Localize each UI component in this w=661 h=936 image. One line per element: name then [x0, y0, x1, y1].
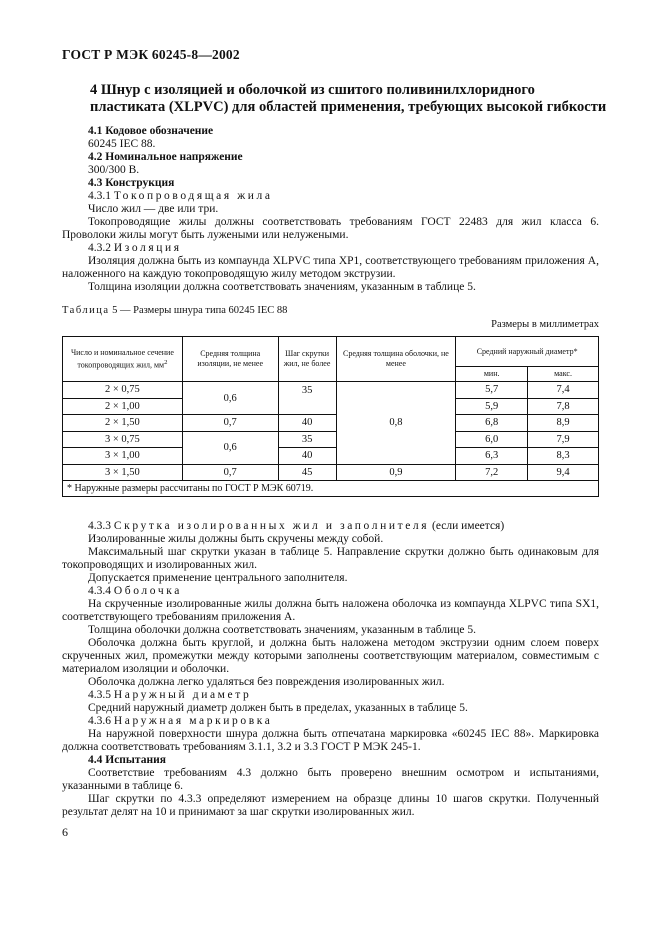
cell-max: 7,4 — [528, 382, 599, 399]
cell-insulation: 0,6 — [182, 431, 278, 464]
dimensions-table — [62, 336, 599, 497]
tests-paragraph-1: Соответствие требованиям 4.3 должно быть проверено внешним осмотром и испытаниями, указанными в таблице 6. — [62, 767, 599, 792]
clause-number: 4.3.5 — [88, 689, 111, 701]
heading-4-3-4 — [88, 585, 182, 598]
cell-max: 9,4 — [528, 464, 599, 481]
section-title-line-1: 4 Шнур с изоляцией и оболочкой из сшитого поливинилхлоридного — [90, 82, 535, 98]
clause-number: 4.3.3 — [88, 520, 111, 532]
heading-4-2: 4.2 Номинальное напряжение — [88, 151, 243, 163]
header-max: макс. — [528, 367, 599, 382]
diameter-paragraph: Средний наружный диаметр должен быть в пределах, указанных в таблице 5. — [88, 702, 468, 714]
table-units-note: Размеры в миллиметрах — [491, 319, 599, 330]
heading-4-3-3 — [88, 520, 504, 533]
cell-cores: 3 × 1,50 — [63, 464, 183, 481]
cell-cores: 2 × 1,50 — [63, 415, 183, 432]
tests-paragraph-2: Шаг скрутки по 4.3.3 определяют измерением на образце длины 10 шагов скрутки. Полученный результат делят на 10 и принимают за шаг скрутки изолированных жил. — [62, 793, 599, 818]
heading-4-3-5 — [88, 689, 251, 702]
cell-insulation: 0,7 — [182, 415, 278, 432]
header-cores-superscript: 2 — [164, 358, 168, 366]
table-caption-text: 5 — Размеры шнура типа 60245 IEC 88 — [109, 305, 288, 316]
clause-number: 4.3.4 — [88, 585, 111, 597]
header-outer-diameter: Средний наружный диаметр* — [456, 337, 599, 367]
header-insulation: Средняя толщина изоляции, не менее — [182, 337, 278, 382]
cell-max: 8,9 — [528, 415, 599, 432]
table-footnote: * Наружные размеры рассчитаны по ГОСТ Р МЭК 60719. — [63, 481, 599, 497]
section-title — [90, 82, 610, 116]
clause-title: Токопроводящая жила — [113, 190, 273, 202]
cell-max: 7,8 — [528, 398, 599, 415]
clause-title: Наружный диаметр — [113, 689, 252, 701]
header-sheath: Средняя толщина оболочки, не менее — [336, 337, 456, 382]
cell-lay-length: 40 — [278, 415, 336, 432]
cell-insulation: 0,7 — [182, 464, 278, 481]
header-cores: Число и номинальное сечение токопроводящих жил, $мм^2$ — [63, 337, 183, 382]
heading-4-3-6 — [88, 715, 273, 728]
header-lay-length: Шаг скрутки жил, не более — [278, 337, 336, 382]
cell-insulation: 0,6 — [182, 382, 278, 415]
stranding-paragraph: Максимальный шаг скрутки указан в таблице 5. Направление скрутки должно быть одинаковым для токопроводящих и изолированных жил. — [62, 546, 599, 571]
cell-min: 6,8 — [456, 415, 528, 432]
clause-title: Оболочка — [113, 585, 182, 597]
document-code-header: ГОСТ Р МЭК 60245-8—2002 — [62, 47, 240, 62]
table-row — [63, 464, 599, 481]
code-designation-value: 60245 IEC 88. — [88, 138, 156, 150]
clause-number: 4.3.2 — [88, 242, 111, 254]
table-caption — [62, 305, 287, 316]
table-row — [63, 448, 599, 465]
heading-4-1: 4.1 Кодовое обозначение — [88, 125, 214, 137]
heading-4-3: 4.3 Конструкция — [88, 177, 175, 189]
cell-min: 5,7 — [456, 382, 528, 399]
clause-number: 4.3.1 — [88, 190, 111, 202]
rated-voltage-value: 300/300 В. — [88, 164, 140, 176]
clause-title: Скрутка изолированных жил и заполнителя — [113, 520, 430, 532]
sheath-paragraph-1: На скрученные изолированные жилы должна быть наложена оболочка из компаунда XLPVC типа SX1, соответствующего требованиям приложения А. — [62, 598, 599, 623]
table-row — [63, 415, 599, 432]
heading-4-3-2 — [88, 242, 182, 255]
insulation-paragraph: Изоляция должна быть из компаунда XLPVC типа XP1, соответствующего требованиям приложения А, наложенного на каждую токопроводящую жилу методом экструзии. — [62, 255, 599, 280]
sheath-paragraph-3: Оболочка должна быть круглой, и должна быть наложена методом экструзии одним слоем поверх скрученных жил, промежутки между которыми заполнены соответствующим материалом, совместимым с материалом изоляции и оболочки. — [62, 637, 599, 675]
clause-suffix: (если имеется) — [429, 520, 505, 532]
core-count-text: Число жил — две или три. — [88, 203, 219, 215]
cell-lay-length: 35 — [278, 431, 336, 448]
cell-min: 7,2 — [456, 464, 528, 481]
table-row — [63, 431, 599, 448]
cell-cores: 2 × 1,00 — [63, 398, 183, 415]
cell-cores: 2 × 0,75 — [63, 382, 183, 399]
page-number: 6 — [62, 825, 68, 839]
filler-line: Допускается применение центрального заполнителя. — [88, 572, 348, 584]
cell-cores: 3 × 1,00 — [63, 448, 183, 465]
cell-min: 6,3 — [456, 448, 528, 465]
cell-min: 6,0 — [456, 431, 528, 448]
header-min: мин. — [456, 367, 528, 382]
cell-sheath: 0,8 — [336, 382, 456, 465]
cell-lay-length: 40 — [278, 448, 336, 465]
marking-paragraph: На наружной поверхности шнура должна быть отпечатана маркировка «60245 IEC 88». Маркировка должна соответствовать требованиям 3.1.1, 3.2 и 3.3 ГОСТ Р МЭК 245-1. — [62, 728, 599, 753]
table-row — [63, 382, 599, 399]
sheath-paragraph-2: Толщина оболочки должна соответствовать значениям, указанным в таблице 5. — [88, 624, 477, 636]
cell-lay-length: 35 — [278, 382, 336, 415]
table-caption-prefix: Таблица — [62, 305, 110, 316]
cell-lay-length: 45 — [278, 464, 336, 481]
stranding-line-1: Изолированные жилы должны быть скручены между собой. — [88, 533, 384, 545]
cell-sheath: 0,9 — [336, 464, 456, 481]
clause-number: 4.3.6 — [88, 715, 111, 727]
clause-title: Изоляция — [113, 242, 182, 254]
sheath-paragraph-4: Оболочка должна легко удаляться без повреждения изолированных жил. — [88, 676, 445, 688]
section-title-line-2: пластиката (XLPVC) для областей применения, требующих высокой гибкости — [90, 99, 607, 115]
cell-cores: 3 × 0,75 — [63, 431, 183, 448]
heading-4-4: 4.4 Испытания — [88, 754, 166, 766]
cell-min: 5,9 — [456, 398, 528, 415]
insulation-thickness-paragraph: Толщина изоляции должна соответствовать значениям, указанным в таблице 5. — [88, 281, 476, 293]
cell-max: 8,3 — [528, 448, 599, 465]
heading-4-3-1 — [88, 190, 273, 203]
conductor-paragraph: Токопроводящие жилы должны соответствовать требованиям ГОСТ 22483 для жил класса 6. Проволоки жилы могут быть лужеными или нелужеными. — [62, 216, 599, 241]
cell-max: 7,9 — [528, 431, 599, 448]
clause-title: Наружная маркировка — [113, 715, 273, 727]
